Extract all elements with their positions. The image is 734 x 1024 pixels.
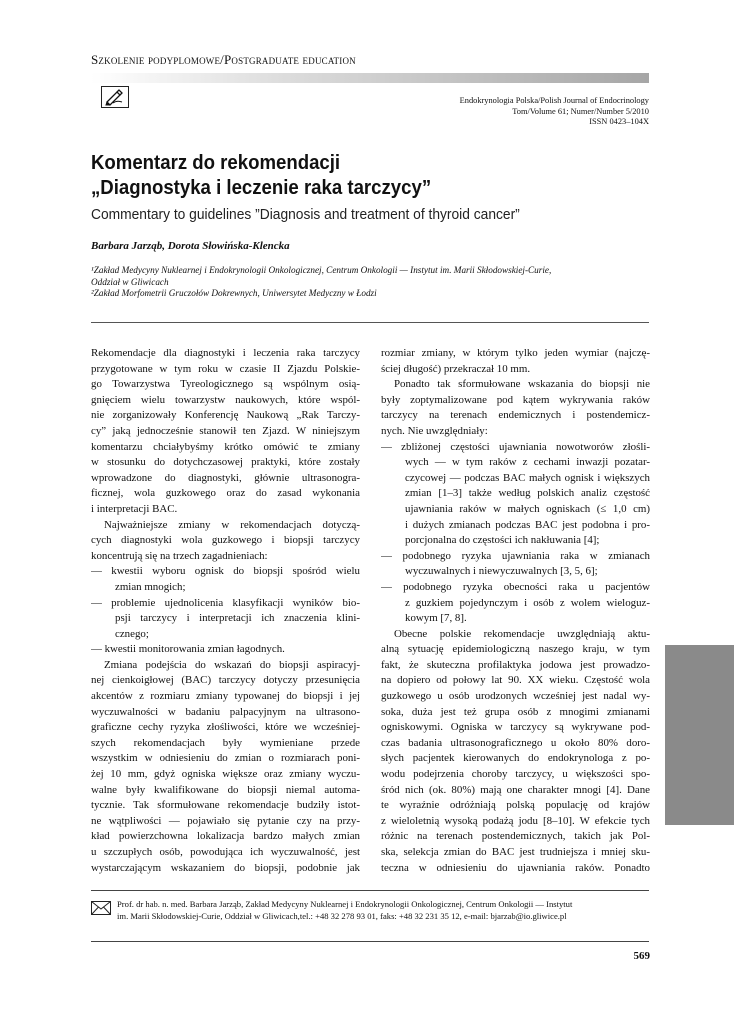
text-line: wyczuwalnych i niewyczuwalnych [3, 5, 6];: [405, 565, 598, 578]
text-line: wystarczającym wskazaniem do biopsji, podobnie jak: [91, 861, 360, 874]
text-line: cych diagnostyki wola guzkowego i biopsji tarczycy: [91, 534, 360, 547]
journal-name: Endokrynologia Polska/Polish Journal of Endocrinology: [459, 96, 649, 105]
text-line: na dopiero od połowy lat 90. XX wieku. Częstość wola: [381, 674, 650, 687]
text-line: zmian [1–3] także według polskich analiz częstość: [405, 487, 650, 500]
text-line: z guzkiem pojedynczym i osób z wolem wieloguz-: [405, 596, 650, 609]
text-line: ficznej, wola guzkowego oraz do zasad wykonania: [91, 487, 360, 500]
text-line: wprowadzone do diagnostyki, głównie ultrasonogra-: [91, 471, 360, 484]
title-line-2: „Diagnostyka i leczenie raka tarczycy”: [91, 177, 432, 199]
footnote-line-2: im. Marii Skłodowskiej-Curie, Oddział w Gliwicach,tel.: +48 32 278 93 01, faks: +48 32 231 35 12, e-mail: bjarzab@io.gliwice.pl: [117, 910, 567, 921]
text-line: ogniskowymi. Ogniska w tarczycy są wykrywane pod-: [381, 721, 650, 734]
page-number: 569: [633, 950, 650, 962]
text-line: nej cienkoigłowej (BAC) tarczycy dotyczy przesunięcia: [91, 674, 360, 687]
text-line: czas badania ultrasonograficznego u około 80% doro-: [381, 736, 650, 749]
text-line: kowym [7, 8].: [405, 612, 467, 625]
text-line: alną sytuację epidemiologiczną naszego kraju, w tym: [381, 643, 650, 656]
text-line: komentarzu chciałybyśmy krótko omówić te zmiany: [91, 440, 360, 453]
text-line: Najważniejsze zmiany w rekomendacjach dotyczą-: [104, 518, 360, 531]
text-line: fakt, że skuteczna profilaktyka jodowa jest prowadzo-: [381, 658, 650, 671]
text-line: porcjonalna do częstości ich nakłuwania [4];: [405, 534, 600, 547]
text-line: wszystkim w odniesieniu do zmian o rozmiarach poni-: [91, 752, 360, 765]
text-line: Obecne polskie rekomendacje uwzględniają aktu-: [394, 627, 650, 640]
text-line: — problemie ujednolicenia klasyfikacji wyników bio-: [91, 596, 360, 609]
text-line: — zbliżonej częstości ujawniania nowotworów złośli-: [381, 440, 650, 453]
divider: [91, 322, 649, 323]
text-line: nie zorganizowały Konferencję Naukową „Rak Tarczy-: [91, 409, 360, 422]
text-line: u szczupłych osób, powodująca ich wyczuwalność, jest: [91, 846, 360, 858]
title-line-1: Komentarz do rekomendacji: [91, 152, 341, 174]
text-line: Rekomendacje dla diagnostyki i leczenia raka tarczycy: [91, 347, 360, 359]
text-line: te wyraźnie odróżniają polską populację od krajów: [381, 799, 650, 812]
text-line: ściej długość) przekraczał 10 mm.: [381, 362, 531, 375]
journal-volume: Tom/Volume 61; Numer/Number 5/2010: [512, 106, 649, 116]
footnote-line-1: Prof. dr hab. n. med. Barbara Jarząb, Zakład Medycyny Nuklearnej i Endokrynologii Onkologicznej, Centrum Onkologii — Instytut: [117, 899, 573, 909]
text-line: nych. Nie uwzględniały:: [381, 424, 488, 437]
text-line: ne wątpliwości — pojawiało się pytanie czy na przy-: [91, 814, 360, 827]
text-line: i interpretacji BAC.: [91, 502, 178, 515]
text-line: tarczycy na terenach endemicznych i postendemicz-: [381, 409, 650, 422]
correspondence-footnote: [117, 899, 649, 923]
text-line: w stosunku do dotychczasowej praktyki, które zostały: [91, 456, 360, 469]
page-divider: [91, 941, 649, 942]
affiliation-line: ²Zakład Morfometrii Gruczołów Dokrewnych, Uniwersytet Medyczny w Łodzi: [91, 288, 377, 299]
text-line: graficzne cechy ryzyka złośliwości, które we wcześniej-: [91, 721, 360, 734]
text-line: Zmiana podejścia do wskazań do biopsji aspiracyj-: [104, 658, 360, 671]
affiliation-line: Oddział w Gliwicach: [91, 276, 169, 287]
envelope-icon: [91, 901, 111, 920]
text-line: cznego;: [115, 627, 149, 640]
text-line: i dużych zmianach podczas BAC jest podobna i pro-: [405, 518, 650, 531]
text-line: przygotowane w tym roku w czasie II Zjazdu Polskie-: [91, 362, 360, 375]
text-line: śród nich (ok. 80%) mają one charakter mnogi [4]. Dane: [381, 783, 650, 796]
text-line: czycowej — podczas BAC małych ognisk i większych: [405, 471, 650, 484]
text-line: ujawniania raków w małych ogniskach (≤ 1,0 cm): [405, 502, 650, 515]
text-line: guzkowego u osób urodzonych wcześniej jest nadal wy-: [381, 690, 650, 703]
text-line: ska, selekcja zmian do BAC jest trudniejsza i mniej sku-: [381, 846, 650, 858]
text-line: zmian mnogich;: [115, 580, 186, 593]
header-gradient-bar: [91, 73, 649, 83]
text-line: szych rekomendacjach były wymieniane przede: [91, 736, 360, 749]
text-line: kład powierzchowna lokalizacja bardzo małych zmian: [91, 830, 360, 843]
text-line: Ponadto tak sformułowane wskazania do biopsji nie: [394, 378, 650, 391]
text-line: żej 10 mm, gdyż ogniska większe oraz zmiany wyczu-: [91, 768, 360, 781]
text-line: słych pacjentek kierowanych do endokrynologa z po-: [381, 752, 650, 765]
text-line: były zoptymalizowane pod kątem wykrywania raków: [381, 393, 650, 406]
text-line: walne były kwalifikowane do biopsji niemal automa-: [91, 783, 360, 796]
text-line: różnic na terenach postendemicznych, takich jak Pol-: [381, 830, 650, 843]
text-line: koncentrują się na trzech zagadnieniach:: [91, 549, 268, 562]
left-column: [91, 346, 360, 876]
text-line: wodu podejrzenia choroby tarczycy, u większości spo-: [381, 768, 650, 781]
article-title: [91, 151, 612, 201]
footer-divider: [91, 890, 649, 891]
text-line: go Towarzystwa Tyreologicznego są wspólnym osią-: [91, 378, 360, 391]
affiliation-line: ¹Zakład Medycyny Nuklearnej i Endokrynologii Onkologicznej, Centrum Onkologii — Instytut im. Marii Skłodowskiej-Curie,: [91, 265, 552, 275]
text-line: — kwestii monitorowania zmian łagodnych.: [91, 643, 285, 656]
journal-info: [329, 96, 649, 128]
text-line: tycznie. Tak sformułowane rekomendacje budziły istot-: [91, 799, 360, 812]
writing-hand-icon: [101, 86, 129, 108]
text-line: psji tarczycy i interpretacji ich znaczenia klini-: [115, 612, 360, 625]
text-line: wyczuwalności w badaniu palpacyjnym na ultrasono-: [91, 705, 360, 718]
text-line: z wieloletnią wysoką podażą jodu [8–10]. W efekcie tych: [381, 814, 650, 827]
text-line: teczna w odniesieniu do ujawniania raków. Ponadto: [381, 861, 650, 874]
text-line: — kwestii wyboru ognisk do biopsji spośród wielu: [91, 565, 360, 578]
text-line: cy” jaką jednocześnie stanowił ten Zjazd. W niniejszym: [91, 424, 360, 437]
side-tab-marker: [665, 645, 734, 825]
affiliations: [91, 265, 649, 300]
text-line: rozmiar zmiany, w którym tylko jeden wymiar (najczę-: [381, 347, 650, 359]
right-column: [381, 346, 650, 876]
text-line: wych — w tym raków z cechami inwazji pozatar-: [405, 456, 650, 469]
authors: Barbara Jarząb, Dorota Słowińska-Klencka: [91, 240, 290, 252]
journal-issn: ISSN 0423–104X: [589, 117, 649, 127]
text-line: — podobnego ryzyka ujawniania raka w zmianach: [381, 549, 650, 562]
text-line: gnięciem wielu towarzystw naukowych, które wspól-: [91, 393, 360, 406]
section-heading: Szkolenie podyplomowe/Postgraduate education: [91, 52, 356, 67]
text-line: soka, duża jest też grupa osób z mnogimi zmianami: [381, 705, 650, 718]
text-line: akcentów z rozmiaru zmiany typowanej do biopsji i jej: [91, 690, 360, 703]
article-subtitle: Commentary to guidelines ”Diagnosis and treatment of thyroid cancer”: [91, 206, 520, 223]
text-line: — podobnego ryzyka obecności raka u pacjentów: [381, 580, 650, 593]
